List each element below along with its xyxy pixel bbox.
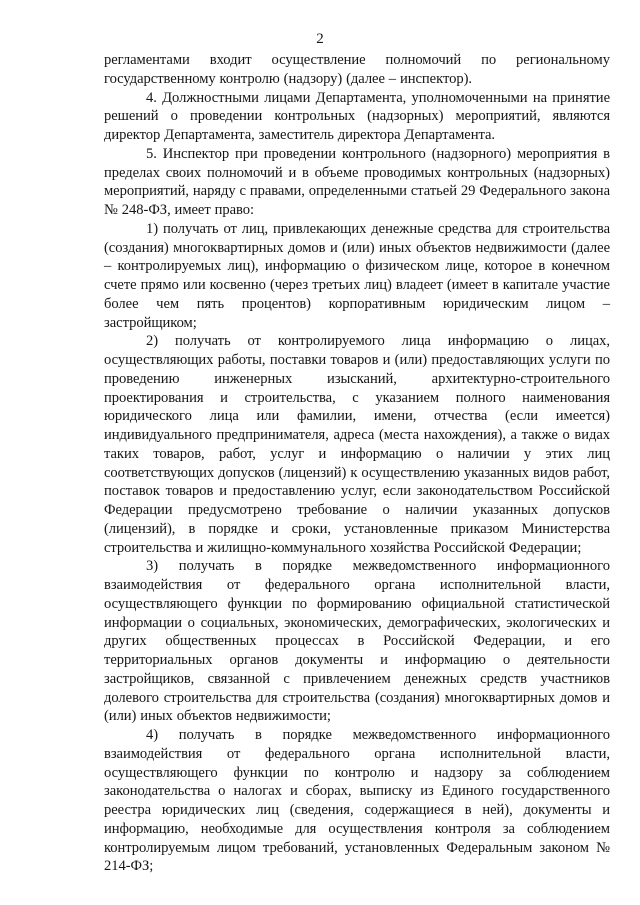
page-number: 2 bbox=[316, 31, 324, 47]
paragraph-continuation: регламентами входит осуществление полномочий по региональному государственному контролю (надзору) (далее – инспектор). bbox=[104, 52, 610, 87]
paragraph-4-decision-officials: 4. Должностными лицами Департамента, уполномоченными на принятие решений о проведении контрольных (надзорных) мероприятий, являются директор Департамента, заместитель директора Департамента. bbox=[104, 89, 610, 143]
list-item-4: 4) получать в порядке межведомственного информационного взаимодействия от федерального органа исполнительной власти, осуществляющего функции по контролю и надзору за соблюдением законодательства о налогах и сборах, выписку из Единого государственного реестра юридических лиц (сведения, содержащиеся в ней), документы и информацию, необходимые для осуществления контроля за соблюдением контролируемым лицом требований, установленных Федеральным законом № 214-ФЗ; bbox=[104, 727, 610, 875]
list-item-1: 1) получать от лиц, привлекающих денежные средства для строительства (создания) многоквартирных домов и (или) иных объектов недвижимости (далее – контролируемых лиц), информацию о физическом лице, которое в конечном счете прямо или косвенно (через третьих лиц) владеет (имеет в капитале участие более чем пять процентов) корпоративным юридическим лицом – застройщиком; bbox=[104, 220, 610, 331]
list-item-3: 3) получать в порядке межведомственного информационного взаимодействия от федерального органа исполнительной власти, осуществляющего функции по формированию официальной статистической информации о социальных, экономических, демографических, экологических и других общественных процессах в Российской Федерации, и его территориальных органов документы и информацию о деятельности застройщиков, связанной с привлечением денежных средств участников долевого строительства для строительства (создания) многоквартирных домов и (или) иных объектов недвижимости; bbox=[104, 558, 610, 725]
list-item-2: 2) получать от контролируемого лица информацию о лицах, осуществляющих работы, поставки товаров и (или) предоставляющих услуги по проведению инженерных изысканий, архитектурно-строительного проектирования и строительства, с указанием полного наименования юридического лица или фамилии, имени, отчества (если имеется) индивидуального предпринимателя, адреса (места нахождения), а также о видах таких товаров, работ, услуг и информацию о наличии у этих лиц соответствующих допусков (лицензий) к осуществлению указанных видов работ, поставок товаров и предоставлению услуг, если законодательством Российской Федерации предусмотрено требование о наличии указанных допусков (лицензий), в порядке и сроки, установленные приказом Министерства строительства и жилищно-коммунального хозяйства Российской Федерации; bbox=[104, 333, 610, 556]
document-body bbox=[104, 51, 610, 876]
paragraph-5-inspector-rights: 5. Инспектор при проведении контрольного (надзорного) мероприятия в пределах своих полномочий и в объеме проводимых контрольных (надзорных) мероприятий, наряду с правами, определенными статьей 29 Федерального закона № 248-ФЗ, имеет право: bbox=[104, 145, 610, 218]
